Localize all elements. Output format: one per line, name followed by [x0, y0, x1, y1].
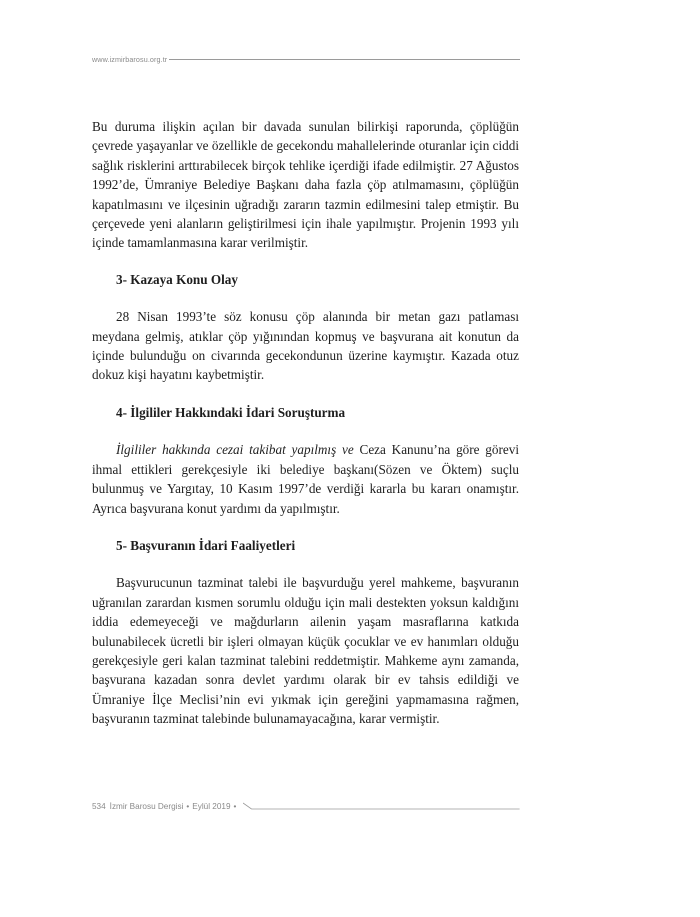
- header-url: www.izmirbarosu.org.tr: [92, 54, 168, 64]
- article-body: [92, 117, 519, 729]
- section-heading-3: 3- Kazaya Konu Olay: [116, 271, 238, 287]
- page-header: [92, 52, 520, 66]
- issue-date: Eylül 2019: [192, 801, 231, 811]
- section-heading-5: 5- Başvuranın İdari Faaliyetleri: [116, 537, 296, 553]
- footer-rule-graphic: [243, 801, 520, 811]
- footer-trailing-bullet: •: [233, 801, 237, 811]
- page-number: 534: [92, 801, 106, 811]
- page-footer: [92, 798, 520, 814]
- paragraph-4: Başvurucunun tazminat talebi ile başvurduğu yerel mahkeme, başvuranın uğranılan zarardan kısmen sorumlu olduğu için mali destekten yoksun kaldığını iddia edemeyeceği ve mağdurların ailenin yaşam masraflarına katkıda bulunabilecek ücretli bir işleri olmayan küçük çocuklar ve ev hanımları olduğu gerekçesiyle geri kalan tazminat talebini reddetmiştir. Mahkeme aynı zamanda, başvurana kazadan sonra devlet yardımı olarak bir ev tahsis edildiği ve Ümraniye İlçe Meclisi’nin evi yıkmak için gereğini yapmamasına rağmen, başvuranın tazminat talebinde bulunamayacağına, karar vermiştir.: [92, 575, 519, 727]
- paragraph-3-italic: İlgililer hakkında cezai takibat yapılmış ve: [116, 442, 354, 458]
- header-rule: [169, 59, 520, 60]
- footer-rule: [243, 801, 520, 811]
- section-heading-4: 4- İlgililer Hakkındaki İdari Soruşturma: [116, 404, 346, 420]
- paragraph-2: 28 Nisan 1993’te söz konusu çöp alanında bir metan gazı patlaması meydana gelmiş, atıklar çöp yığınından kopmuş ve başvurana ait konutun da içinde bulunduğu on civarında gecekondunun üzerine kaymıştır. Kazada otuz dokuz kişi hayatını kaybetmiştir.: [92, 309, 519, 383]
- paragraph-3-text: Ceza Kanunu’na göre görevi ihmal ettikleri gerekçesiyle iki belediye başkanı(Sözen ve Öktem) suçlu bulunmuş ve Yargıtay, 10 Kasım 1997’de verdiği kararla bu kararı onamıştır. Ayrıca başvurana konut yardımı da yapılmıştır.: [92, 442, 519, 516]
- journal-name: İzmir Barosu Dergisi: [109, 801, 184, 811]
- paragraph-3: [92, 440, 519, 518]
- paragraph-1: Bu duruma ilişkin açılan bir davada sunulan bilirkişi raporunda, çöplüğün çevrede yaşayanlar ve özellikle de gecekondu mahallelerinde oturanlar için ciddi sağlık risklerini arttırabilecek birçok tehlike içerdiği ifade edilmiştir. 27 Ağustos 1992’de, Ümraniye Belediye Başkanı daha fazla çöp atılmamasını, çöplüğün kapatılmasını ve ilçesinin uğradığı zararın tazmin edilmesini talep etmiştir. Bu çerçevede yeni alanların geliştirilmesi için ihale yapılmıştır. Projenin 1993 yılı içinde tamamlanmasına karar verilmiştir.: [92, 119, 519, 251]
- footer-separator: •: [186, 801, 190, 811]
